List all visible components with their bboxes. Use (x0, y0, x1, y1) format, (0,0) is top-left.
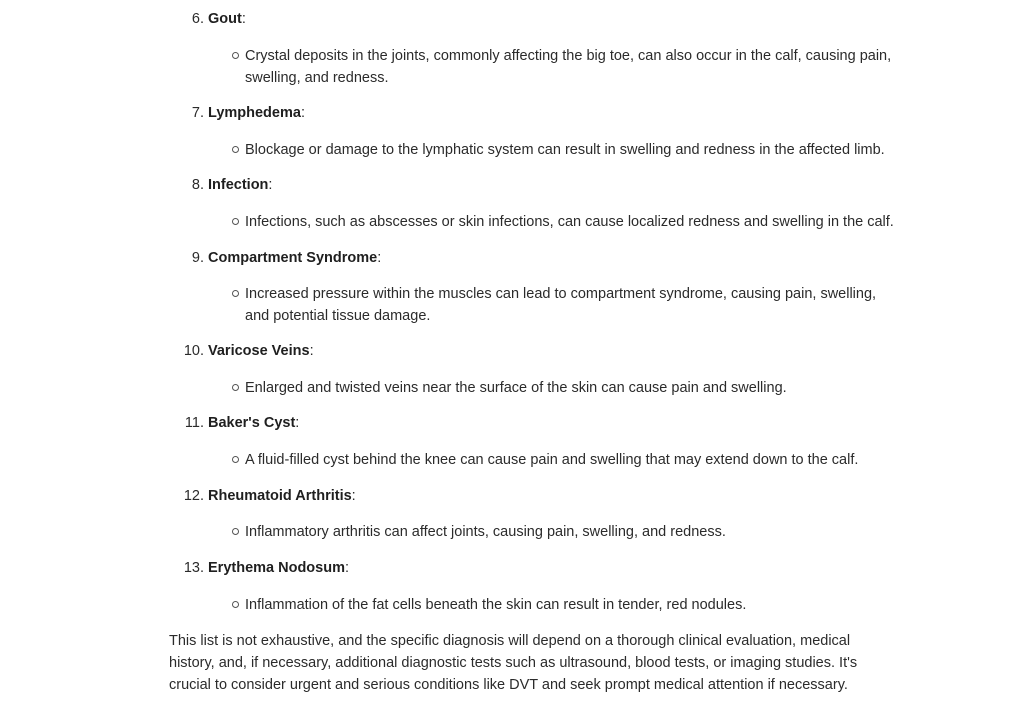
list-item-title (208, 558, 349, 578)
list-item-colon: : (300, 105, 305, 121)
sub-bullet-text: Enlarged and twisted veins near the surface of the skin can cause pain and swelling. (245, 380, 787, 396)
list-item-title (208, 248, 381, 268)
bullet-circle-icon (232, 146, 239, 153)
list-item-title (208, 175, 272, 195)
list-item-title-text: Lymphedema (208, 105, 301, 121)
list-item-title-text: Gout (208, 11, 242, 27)
list-item-number: 12. (183, 488, 204, 504)
list-item-title (208, 486, 356, 506)
bullet-circle-icon (232, 290, 239, 297)
list-item-colon: : (309, 343, 314, 359)
bullet-circle-icon (232, 384, 239, 391)
sub-bullet-text: Crystal deposits in the joints, commonly affecting the big toe, can also occur in the calf, causing pain, swelling, and redness. (245, 48, 892, 86)
list-item-title-text: Compartment Syndrome (208, 250, 378, 266)
list-item-number: 13. (183, 560, 204, 576)
list-item-number: 7. (191, 105, 204, 121)
sub-bullet-text: Blockage or damage to the lymphatic system can result in swelling and redness in the affected limb. (245, 142, 885, 158)
sub-bullet-text: Increased pressure within the muscles can lead to compartment syndrome, causing pain, swelling, and potential tissue damage. (245, 286, 877, 324)
list-item-number: 9. (191, 250, 204, 266)
list-item-title-text: Erythema Nodosum (208, 560, 345, 576)
list-item-number: 11. (184, 415, 204, 431)
list-item-title-text: Varicose Veins (208, 343, 310, 359)
list-item-title (208, 9, 246, 29)
list-item-title (208, 341, 314, 361)
list-item-colon: : (241, 11, 246, 27)
sub-bullet-text: Infections, such as abscesses or skin infections, can cause localized redness and swelling in the calf. (245, 214, 894, 230)
bullet-circle-icon (232, 456, 239, 463)
sub-bullet-text: Inflammation of the fat cells beneath the skin can result in tender, red nodules. (245, 597, 747, 613)
bullet-circle-icon (232, 52, 239, 59)
list-item-title (208, 103, 305, 123)
bullet-circle-icon (232, 528, 239, 535)
list-item-colon: : (377, 250, 382, 266)
list-item-number: 10. (183, 343, 204, 359)
list-item-colon: : (351, 488, 356, 504)
list-item-colon: : (344, 560, 350, 576)
list-item-colon: : (295, 415, 300, 431)
bullet-circle-icon (232, 218, 239, 225)
bullet-circle-icon (232, 601, 239, 608)
list-item-number: 6. (191, 11, 204, 27)
list-item-title-text: Baker's Cyst (208, 415, 296, 431)
list-item-colon: : (268, 177, 273, 193)
closing-paragraph: This list is not exhaustive, and the specific diagnosis will depend on a thorough clinical evaluation, medical history, and, if necessary, additional diagnostic tests such as ultrasound, blood tests, or imaging studies. It's crucial to consider urgent and serious conditions like DVT and seek prompt medical attention if necessary. (169, 633, 858, 693)
list-item-title-text: Infection (208, 177, 269, 193)
list-item-title (208, 413, 299, 433)
list-item-title-text: Rheumatoid Arthritis (208, 488, 352, 504)
sub-bullet-text: A fluid-filled cyst behind the knee can cause pain and swelling that may extend down to the calf. (245, 452, 859, 468)
sub-bullet-text: Inflammatory arthritis can affect joints, causing pain, swelling, and redness. (245, 524, 726, 540)
list-item-number: 8. (191, 177, 204, 193)
